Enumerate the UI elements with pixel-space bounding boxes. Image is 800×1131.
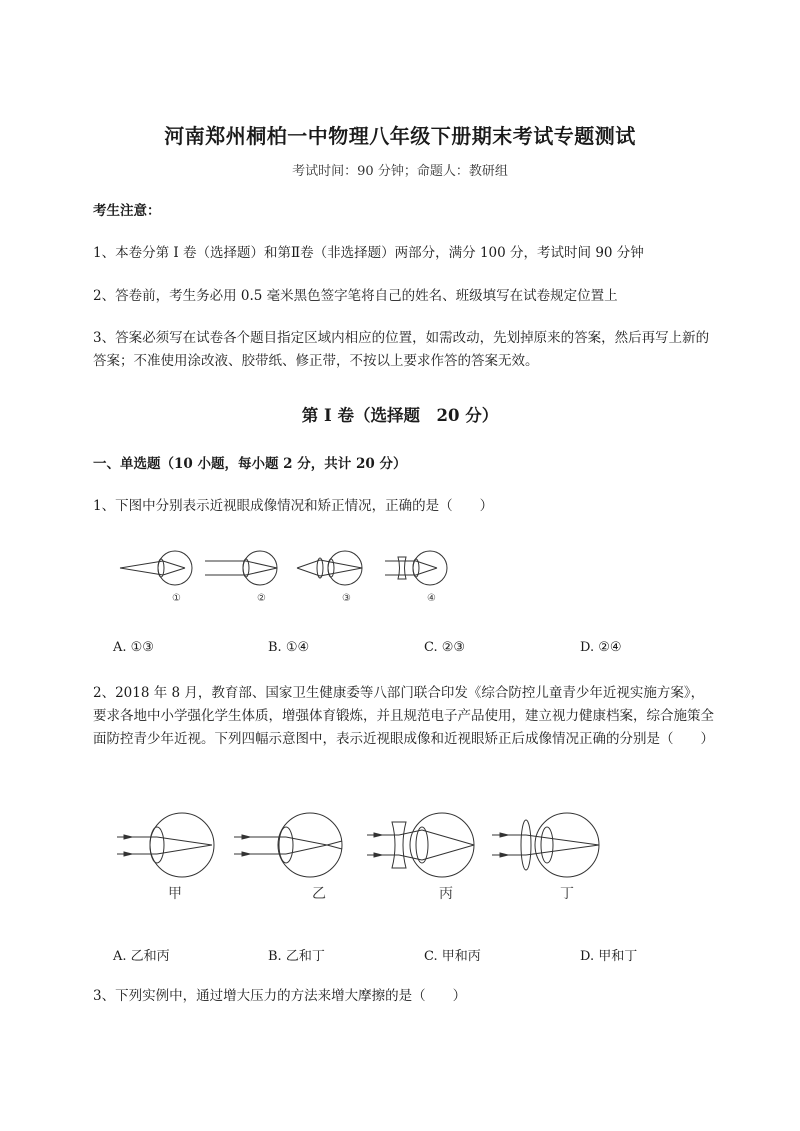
eye-diagram-4 — [385, 551, 447, 585]
q2-option-d[interactable]: D. 甲和丁 — [580, 949, 638, 964]
figure-label-yi: 乙 — [312, 886, 326, 900]
q2-option-c[interactable]: C. 甲和丙 — [424, 949, 481, 964]
exam-info: 考试时间：90 分钟；命题人：教研组 — [292, 164, 508, 179]
question-1-stem: 1、下图中分别表示近视眼成像情况和矫正情况，正确的是（ ） — [93, 498, 494, 514]
section-title: 第 I 卷（选择题 20 分） — [301, 406, 499, 425]
question-2-figure — [112, 800, 622, 900]
eye-diagram-2 — [205, 551, 277, 585]
figure-label-2: ② — [257, 593, 266, 603]
eye-diagram-jia — [117, 813, 214, 877]
notice-item-1: 1、本卷分第 I 卷（选择题）和第Ⅱ卷（非选择题）两部分，满分 100 分，考试时间 90 分钟 — [93, 245, 644, 261]
q1-option-d[interactable]: D. ②④ — [580, 640, 622, 655]
figure-label-1: ① — [172, 593, 181, 603]
part-heading: 一、单选题（10 小题，每小题 2 分，共计 20 分） — [93, 456, 407, 472]
q1-option-a[interactable]: A. ①③ — [113, 640, 154, 655]
notice-item-3: 3、答案必须写在试卷各个题目指定区域内相应的位置，如需改动，先划掉原来的答案，然后再写上新的答案；不准使用涂改液、胶带纸、修正带，不按以上要求作答的答案无效。 — [93, 330, 710, 369]
q2-option-a[interactable]: A. 乙和丙 — [113, 949, 170, 964]
notice-item-2: 2、答卷前，考生务必用 0.5 毫米黑色签字笔将自己的姓名、班级填写在试卷规定位置上 — [93, 288, 618, 304]
figure-label-jia: 甲 — [168, 886, 182, 900]
eye-diagram-1 — [120, 551, 192, 585]
figure-label-bing: 丙 — [439, 886, 453, 900]
eye-diagram-3 — [297, 551, 362, 585]
figure-label-ding: 丁 — [560, 886, 574, 900]
question-2-stem: 2、2018 年 8 月，教育部、国家卫生健康委等八部门联合印发《综合防控儿童青少年近视实施方案》，要求各地中小学强化学生体质，增强体育锻炼，并且规范电子产品使用，建立视力健康档案，综合施策全面防控青少年近视。下列四幅示意图中，表示近视眼成像和近视眼矫正后成像情况正确的分别是（ ） — [93, 685, 714, 747]
q1-option-c[interactable]: C. ②③ — [424, 640, 466, 655]
q2-option-b[interactable]: B. 乙和丁 — [268, 949, 325, 964]
notice-heading: 考生注意： — [93, 203, 161, 219]
figure-label-3: ③ — [342, 593, 351, 603]
eye-diagram-bing — [367, 813, 474, 877]
eye-diagram-yi — [234, 813, 342, 877]
question-3-stem: 3、下列实例中，通过增大压力的方法来增大摩擦的是（ ） — [93, 988, 467, 1004]
q1-option-b[interactable]: B. ①④ — [268, 640, 310, 655]
page-title: 河南郑州桐柏一中物理八年级下册期末考试专题测试 — [164, 124, 636, 148]
figure-label-4: ④ — [427, 593, 436, 603]
eye-diagram-ding — [492, 813, 599, 877]
question-1-figure — [115, 543, 455, 603]
